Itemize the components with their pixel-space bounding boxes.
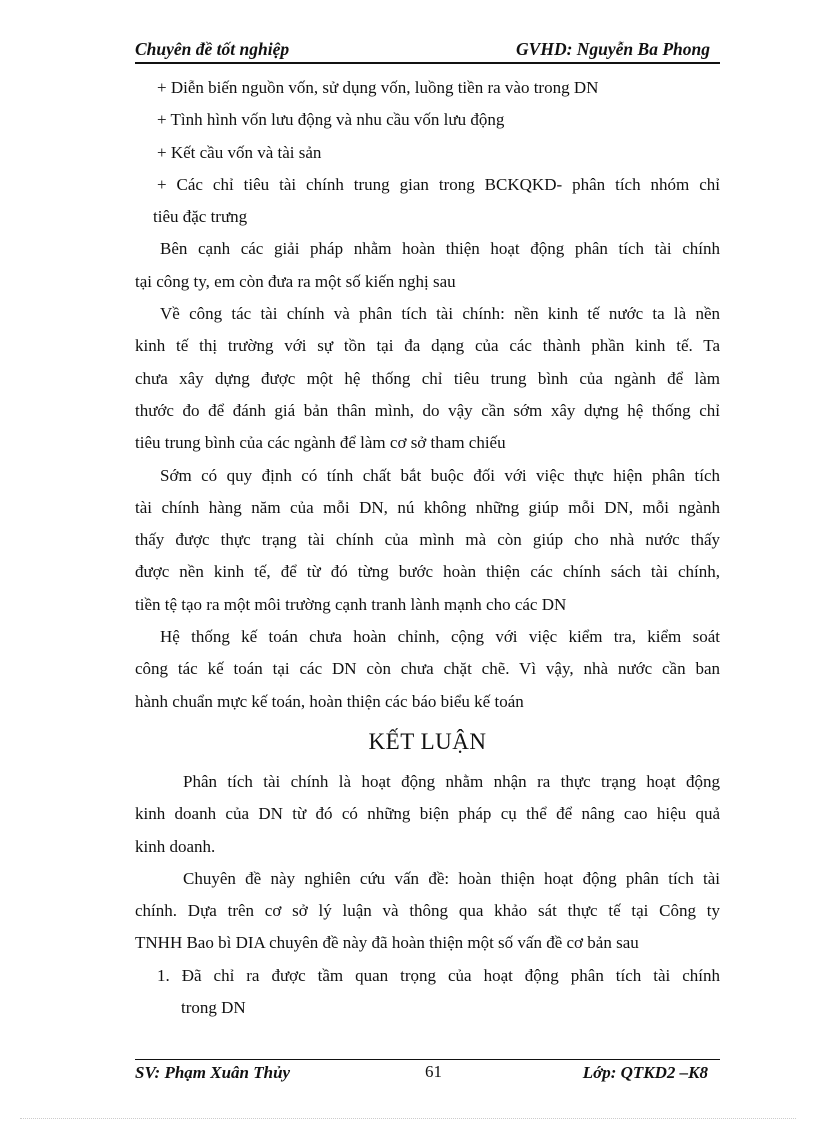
text-line: + Tình hình vốn lưu động và nhu cầu vốn lưu động xyxy=(157,110,505,130)
text-line: tiêu đặc trưng xyxy=(153,207,248,227)
text-line: trong DN xyxy=(181,998,246,1018)
text-line: Chuyên đề này nghiên cứu vấn đề: hoàn thiện hoạt động phân tích tài xyxy=(183,868,720,888)
text-line: Bên cạnh các giải pháp nhằm hoàn thiện hoạt động phân tích tài chính xyxy=(160,239,720,259)
text-line: tiền tệ tạo ra một môi trường cạnh tranh lành mạnh cho các DN xyxy=(135,594,567,614)
text-line: TNHH Bao bì DIA chuyên đề này đã hoàn thiện một số vấn đề cơ bản sau xyxy=(135,933,639,953)
list-item: 1. Đã chỉ ra được tầm quan trọng của hoạt động phân tích tài chính xyxy=(157,965,720,985)
text-line: hành chuẩn mực kế toán, hoàn thiện các báo biểu kế toán xyxy=(135,691,524,711)
header-advisor: GVHD: Nguyễn Ba Phong xyxy=(516,39,710,59)
page-number: 61 xyxy=(425,1062,442,1081)
text-line: tiêu trung bình của các ngành để làm cơ sở tham chiếu xyxy=(135,433,506,453)
conclusion-title: KẾT LUẬN xyxy=(368,728,487,754)
text-line: kinh doanh. xyxy=(135,836,216,856)
text-line: Về công tác tài chính và phân tích tài chính: nền kinh tế nước ta là nền xyxy=(160,304,720,324)
footer-student: SV: Phạm Xuân Thủy xyxy=(135,1063,291,1082)
footer-class: Lớp: QTKD2 –K8 xyxy=(582,1063,708,1082)
text-line: + Diễn biến nguồn vốn, sử dụng vốn, luồng tiền ra vào trong DN xyxy=(157,78,599,97)
page-header xyxy=(135,38,720,64)
page-footer xyxy=(135,1060,720,1084)
text-line: công tác kế toán tại các DN còn chưa chặt chẽ. Vì vậy, nhà nước cần ban xyxy=(135,659,720,679)
text-line: kinh tế thị trường với sự tồn tại đa dạng của các thành phần kinh tế. Ta xyxy=(135,336,720,356)
header-topic: Chuyên đề tốt nghiệp xyxy=(135,39,290,59)
text-line: chưa xây dựng được một hệ thống chỉ tiêu trung bình của ngành để làm xyxy=(135,368,720,388)
document-body xyxy=(135,72,720,1024)
page-edge-divider xyxy=(20,1118,796,1119)
text-line: Hệ thống kế toán chưa hoàn chỉnh, cộng với việc kiểm tra, kiểm soát xyxy=(160,627,720,647)
text-line: + Kết cầu vốn và tài sản xyxy=(157,142,322,162)
text-line: Phân tích tài chính là hoạt động nhằm nhận ra thực trạng hoạt động xyxy=(183,771,720,791)
text-line: thước đo để đánh giá bản thân mình, do vậy cần sớm xây dựng hệ thống chỉ xyxy=(135,400,720,420)
text-line: kinh doanh của DN từ đó có những biện pháp cụ thể để nâng cao hiệu quả xyxy=(135,804,720,824)
text-line: + Các chỉ tiêu tài chính trung gian trong BCKQKD- phân tích nhóm chỉ xyxy=(157,174,720,194)
text-line: Sớm có quy định có tính chất bắt buộc đối với việc thực hiện phân tích xyxy=(160,465,720,485)
text-line: thấy được thực trạng tài chính của mình mà còn giúp cho nhà nước thấy xyxy=(135,530,720,550)
text-line: chính. Dựa trên cơ sở lý luận và thông qua khảo sát thực tế tại Công ty xyxy=(135,901,720,921)
text-line: tại công ty, em còn đưa ra một số kiến nghị sau xyxy=(135,271,456,291)
text-line: tài chính hàng năm của mỗi DN, nú không những giúp mỗi DN, mỗi ngành xyxy=(135,497,720,517)
text-line: được nền kinh tế, để từ đó từng bước hoàn thiện các chính sách tài chính, xyxy=(135,562,720,582)
